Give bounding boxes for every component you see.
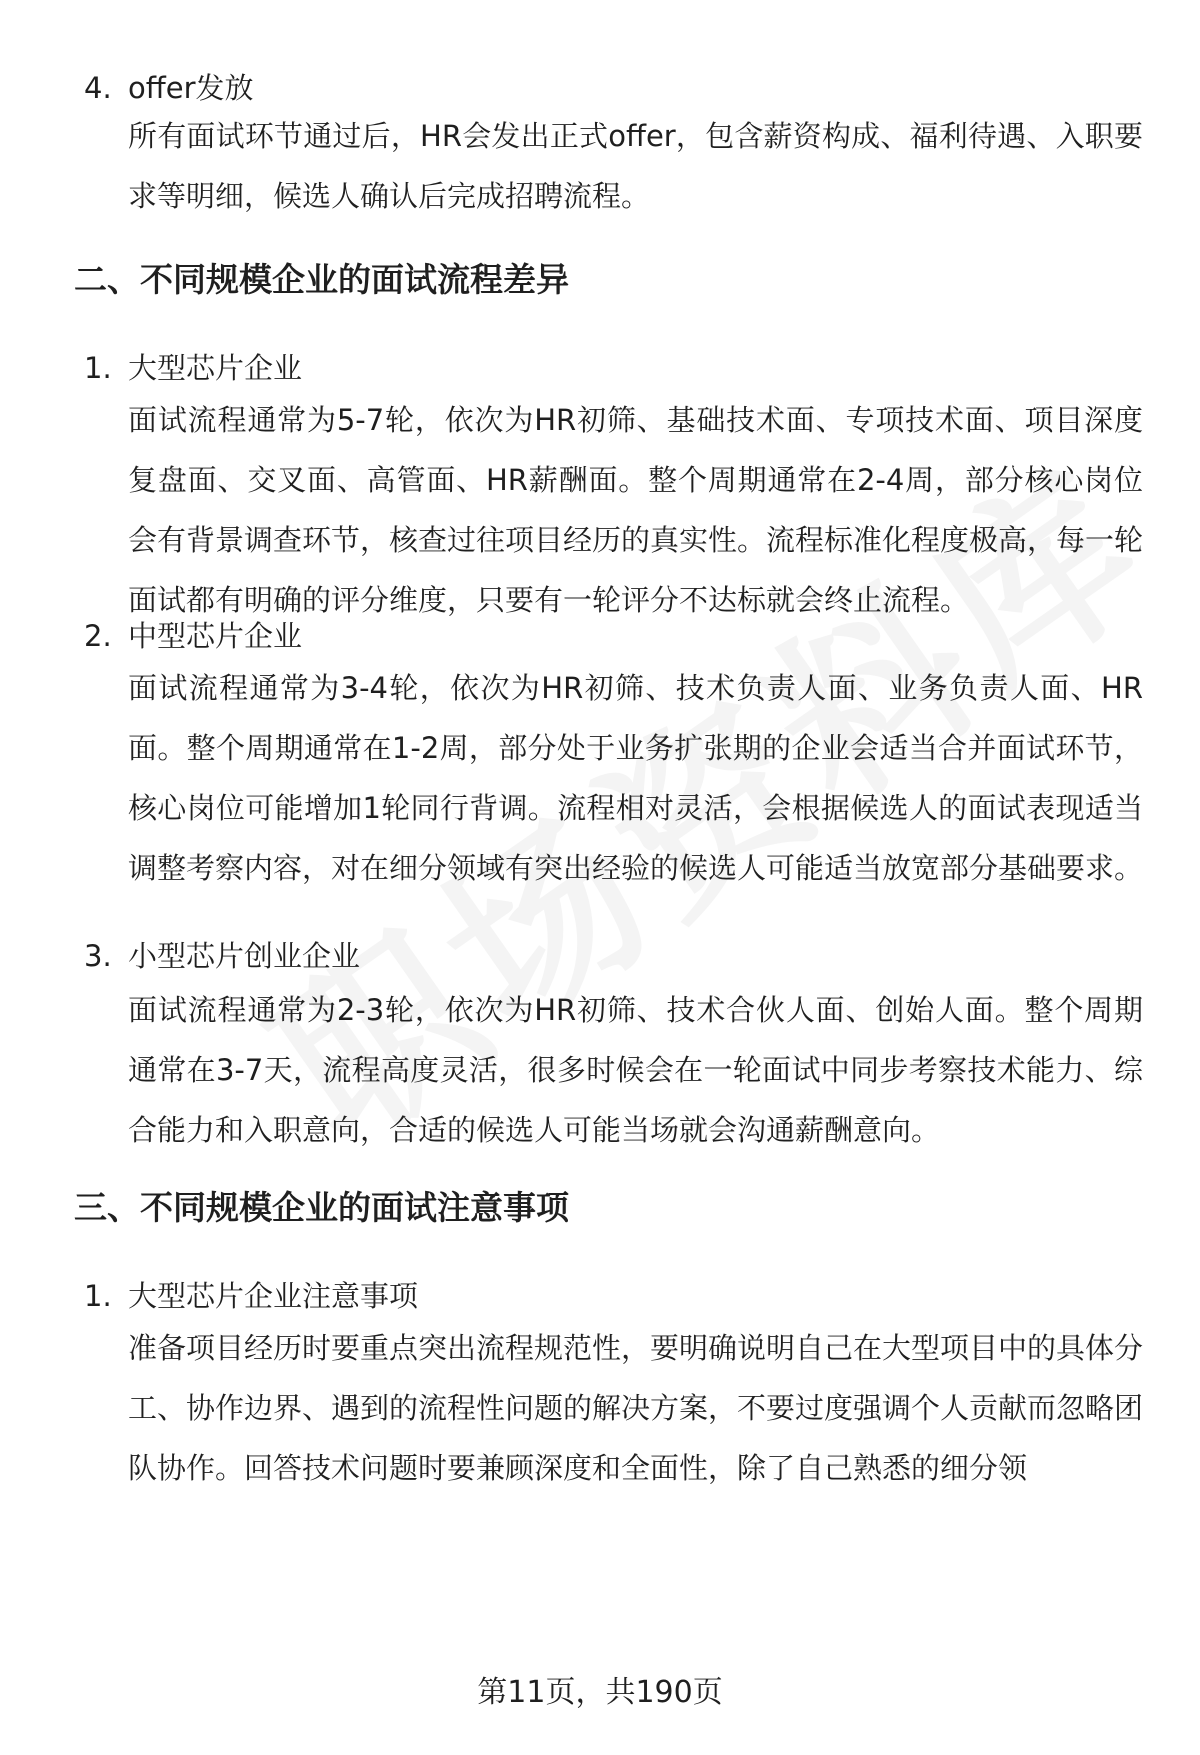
list-title-text: 小型芯片创业企业: [128, 939, 361, 973]
list-title-text: offer发放: [128, 71, 254, 105]
list-item-title: [84, 348, 302, 388]
list-title-text: 大型芯片企业注意事项: [128, 1279, 419, 1313]
section-heading: 三、不同规模企业的面试注意事项: [74, 1188, 569, 1227]
list-number: 3.: [84, 939, 112, 973]
list-item-paragraph: 面试流程通常为3-4轮，依次为HR初筛、技术负责人面、业务负责人面、HR面。整个周期通常在1-2周，部分处于业务扩张期的企业会适当合并面试环节，核心岗位可能增加1轮同行背调。流程相对灵活，会根据候选人的面试表现适当调整考察内容，对在细分领域有突出经验的候选人可能适当放宽部分基础要求。: [128, 671, 1144, 885]
list-title-text: 大型芯片企业: [128, 351, 303, 385]
list-number: 4.: [84, 71, 112, 105]
list-title-text: 中型芯片企业: [128, 619, 303, 653]
section-heading: 二、不同规模企业的面试流程差异: [74, 260, 569, 299]
list-item-title: [84, 616, 302, 656]
list-item-title: [84, 1276, 418, 1316]
list-item-paragraph: 面试流程通常为5-7轮，依次为HR初筛、基础技术面、专项技术面、项目深度复盘面、交叉面、高管面、HR薪酬面。整个周期通常在2-4周，部分核心岗位会有背景调查环节，核查过往项目经历的真实性。流程标准化程度极高，每一轮面试都有明确的评分维度，只要有一轮评分不达标就会终止流程。: [128, 403, 1144, 617]
list-item-paragraph: 面试流程通常为2-3轮，依次为HR初筛、技术合伙人面、创始人面。整个周期通常在3-7天，流程高度灵活，很多时候会在一轮面试中同步考察技术能力、综合能力和入职意向，合适的候选人可能当场就会沟通薪酬意向。: [128, 993, 1143, 1147]
list-item-paragraph: 所有面试环节通过后，HR会发出正式offer，包含薪资构成、福利待遇、入职要求等明细，候选人确认后完成招聘流程。: [128, 119, 1143, 213]
list-number: 2.: [84, 619, 112, 653]
page-number-footer: 第11页，共190页: [477, 1675, 723, 1710]
list-item-paragraph: 准备项目经历时要重点突出流程规范性，要明确说明自己在大型项目中的具体分工、协作边界、遇到的流程性问题的解决方案，不要过度强调个人贡献而忽略团队协作。回答技术问题时要兼顾深度和全面性，除了自己熟悉的细分领: [128, 1331, 1144, 1485]
list-number: 1.: [84, 351, 112, 385]
list-item-title: [84, 68, 254, 108]
list-number: 1.: [84, 1279, 112, 1313]
list-item-title: [84, 936, 360, 976]
